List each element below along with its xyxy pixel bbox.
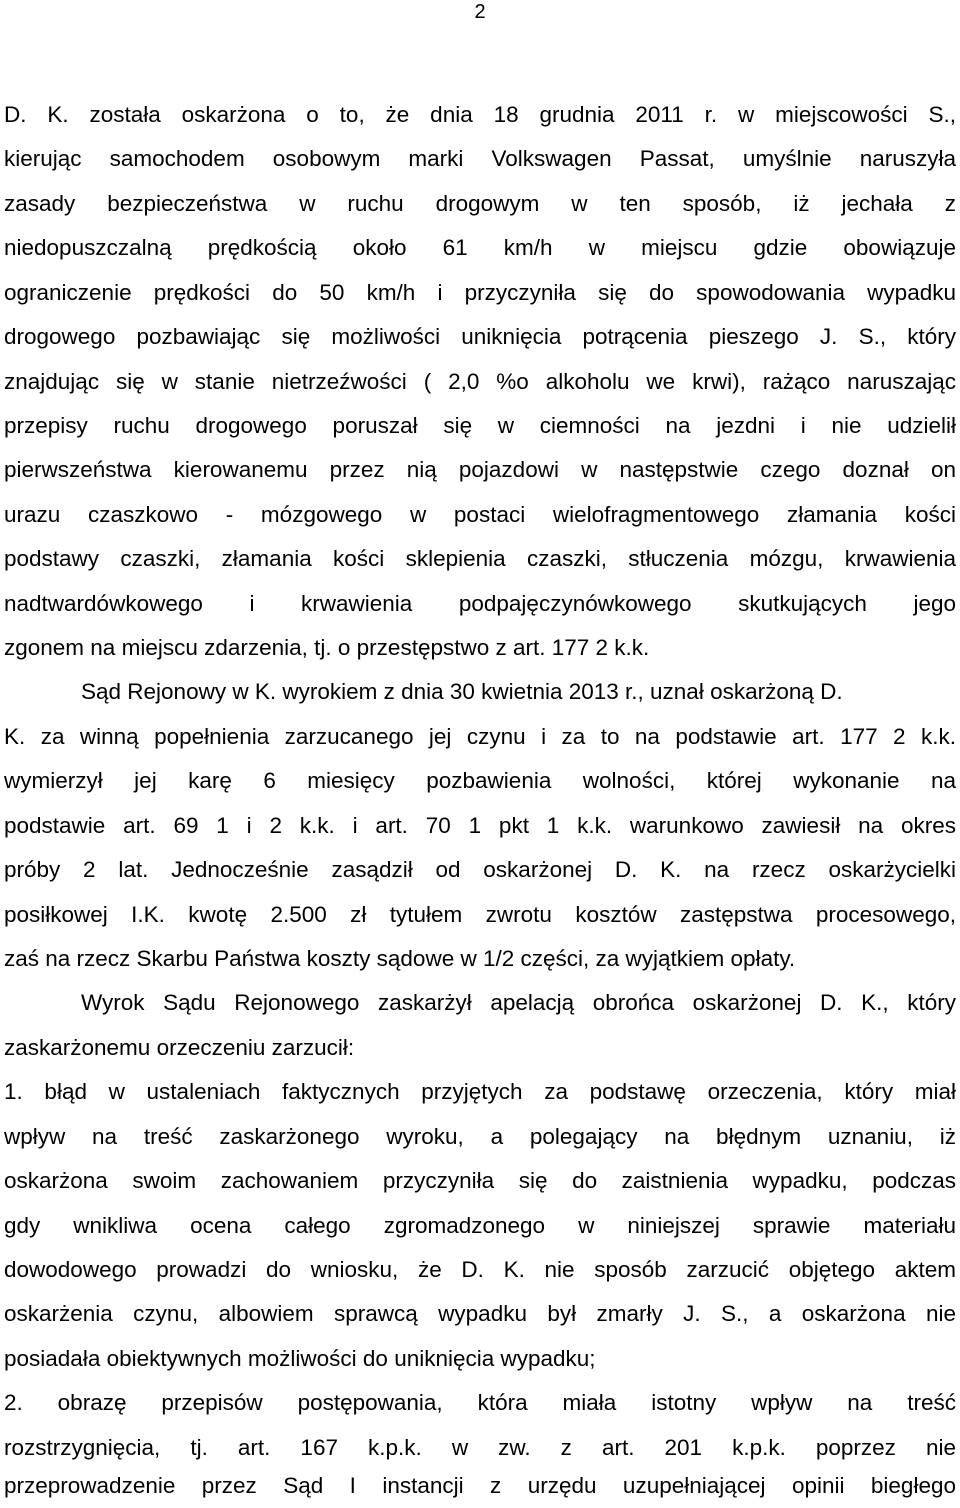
- text-line: próby 2 lat. Jednocześnie zasądził od oskarżonej D. K. na rzecz oskarżycielki: [4, 857, 956, 882]
- page-number: 2: [474, 1, 486, 23]
- text-line: zaskarżonemu orzeczeniu zarzucił:: [4, 1035, 355, 1060]
- text-line: D. K. została oskarżona o to, że dnia 18 grudnia 2011 r. w miejscowości S.,: [4, 102, 956, 127]
- text-line: K. za winną popełnienia zarzucanego jej czynu i za to na podstawie art. 177 2 k.k.: [4, 724, 956, 749]
- text-line: wpływ na treść zaskarżonego wyroku, a polegający na błędnym uznaniu, iż: [4, 1124, 956, 1149]
- text-line: Wyrok Sądu Rejonowego zaskarżył apelacją obrońca oskarżonej D. K., który: [81, 990, 956, 1015]
- text-line: dowodowego prowadzi do wniosku, że D. K. nie sposób zarzucić objętego aktem: [4, 1257, 956, 1282]
- text-line: podstawy czaszki, złamania kości sklepienia czaszki, stłuczenia mózgu, krwawienia: [4, 546, 956, 571]
- text-line: nadtwardówkowego i krwawienia podpajęczynówkowego skutkujących jego: [4, 591, 956, 616]
- text-line: posiłkowej I.K. kwotę 2.500 zł tytułem zwrotu kosztów zastępstwa procesowego,: [4, 902, 956, 927]
- text-line: rozstrzygnięcia, tj. art. 167 k.p.k. w zw. z art. 201 k.p.k. poprzez nie: [4, 1435, 956, 1460]
- text-line: zgonem na miejscu zdarzenia, tj. o przestępstwo z art. 177 2 k.k.: [4, 635, 650, 660]
- text-line: znajdując się w stanie nietrzeźwości ( 2,0 %o alkoholu we krwi), rażąco naruszając: [4, 369, 956, 394]
- text-line: oskarżenia czynu, albowiem sprawcą wypadku był zmarły J. S., a oskarżona nie: [4, 1301, 956, 1326]
- text-line: zaś na rzecz Skarbu Państwa koszty sądowe w 1/2 części, za wyjątkiem opłaty.: [4, 946, 796, 971]
- text-line: Sąd Rejonowy w K. wyrokiem z dnia 30 kwietnia 2013 r., uznał oskarżoną D.: [81, 679, 843, 704]
- text-line: 1. błąd w ustaleniach faktycznych przyjętych za podstawę orzeczenia, który miał: [4, 1079, 956, 1104]
- text-line: kierując samochodem osobowym marki Volkswagen Passat, umyślnie naruszyła: [4, 146, 956, 171]
- text-line: niedopuszczalną prędkością około 61 km/h w miejscu gdzie obowiązuje: [4, 235, 956, 260]
- text-line: zasady bezpieczeństwa w ruchu drogowym w ten sposób, iż jechała z: [4, 191, 956, 216]
- text-line: gdy wnikliwa ocena całego zgromadzonego w niniejszej sprawie materiału: [4, 1213, 956, 1238]
- text-line: ograniczenie prędkości do 50 km/h i przyczyniła się do spowodowania wypadku: [4, 280, 956, 305]
- text-line: pierwszeństwa kierowanemu przez nią pojazdowi w następstwie czego doznał on: [4, 457, 956, 482]
- text-line: wymierzył jej karę 6 miesięcy pozbawienia wolności, której wykonanie na: [4, 768, 956, 793]
- text-line: posiadała obiektywnych możliwości do uniknięcia wypadku;: [4, 1346, 596, 1371]
- text-line: przepisy ruchu drogowego poruszał się w ciemności na jezdni i nie udzielił: [4, 413, 956, 438]
- text-line: podstawie art. 69 1 i 2 k.k. i art. 70 1 pkt 1 k.k. warunkowo zawiesił na okres: [4, 813, 956, 838]
- text-line: przeprowadzenie przez Sąd I instancji z urzędu uzupełniającej opinii biegłego: [4, 1473, 956, 1498]
- text-line: drogowego pozbawiając się możliwości uniknięcia potrącenia pieszego J. S., który: [4, 324, 956, 349]
- text-line: urazu czaszkowo - mózgowego w postaci wielofragmentowego złamania kości: [4, 502, 956, 527]
- text-line: 2. obrazę przepisów postępowania, która miała istotny wpływ na treść: [4, 1390, 956, 1415]
- text-line: oskarżona swoim zachowaniem przyczyniła się do zaistnienia wypadku, podczas: [4, 1168, 956, 1193]
